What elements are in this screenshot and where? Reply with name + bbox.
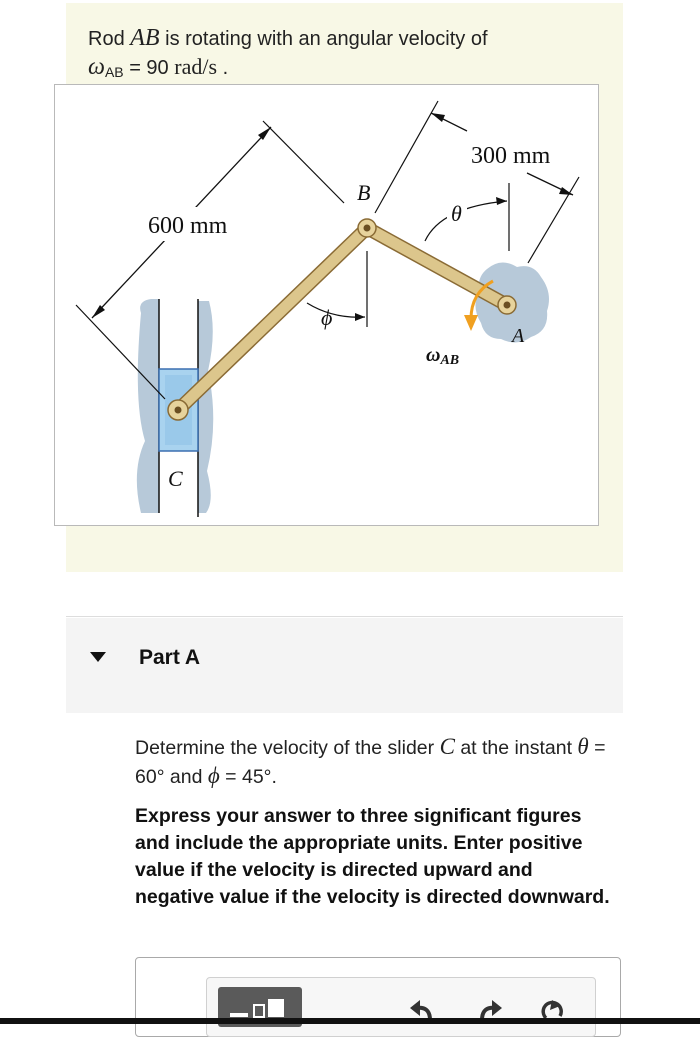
question-segment: Determine the velocity of the slider [135,737,440,759]
theta-variable: θ [577,734,589,759]
answer-instructions: Express your answer to three significant figures and include the appropriate units. Enter positive value if the velocity is directed upward and negative value if the velocity is directed downward. [135,805,610,908]
dim-300-label: 300 mm [471,143,551,169]
dim-300-ext-a [528,177,579,263]
statement-text: is rotating with an angular velocity of [159,28,488,50]
part-title: Part A [139,646,201,669]
dim-600-label: 600 mm [148,213,228,239]
pin-a-center [504,302,511,309]
omega-unit: rad/s [174,54,218,79]
theta-arrowhead [496,197,507,205]
phi-variable: ϕ [207,763,220,788]
phi-label: ϕ [321,305,333,330]
dim-300-ext-b [375,101,438,213]
omega-label-symbol: ω [426,344,441,366]
question-segment: at the instant [454,737,578,759]
point-c-label: C [168,466,183,491]
dim-600-ext-top [263,121,344,203]
omega-value: = 90 [123,57,175,79]
guide-wall-shading-left [137,299,159,513]
linkage-diagram [55,85,600,527]
rod-name: AB [130,25,160,51]
period: . [217,57,229,79]
section-divider [66,616,623,617]
guide-wall-shading-right [198,301,213,513]
statement-text: Rod [88,28,131,50]
point-a-label: A [512,325,525,347]
omega-symbol: ω [88,54,105,80]
pin-b-center [364,225,371,232]
point-b-label: B [357,180,371,205]
omega-label [426,344,459,368]
caret-down-icon[interactable] [90,652,106,662]
bottom-bar [0,1018,700,1024]
dim-300-arrowhead-left [431,113,445,122]
omega-arrowhead [464,315,478,331]
slider-variable: C [439,734,455,759]
question-segment: = 60° and [135,737,606,788]
problem-statement [88,24,608,86]
question-segment: = 45°. [219,766,277,788]
mechanism-figure [54,84,599,526]
part-a-header[interactable] [66,618,623,713]
pin-c-center [175,407,182,414]
rod-ab [367,228,507,305]
theta-label: θ [451,201,462,226]
question-text [135,733,615,791]
omega-label-sub: AB [440,353,460,368]
phi-arrowhead [355,313,365,321]
omega-subscript: AB [104,64,124,80]
